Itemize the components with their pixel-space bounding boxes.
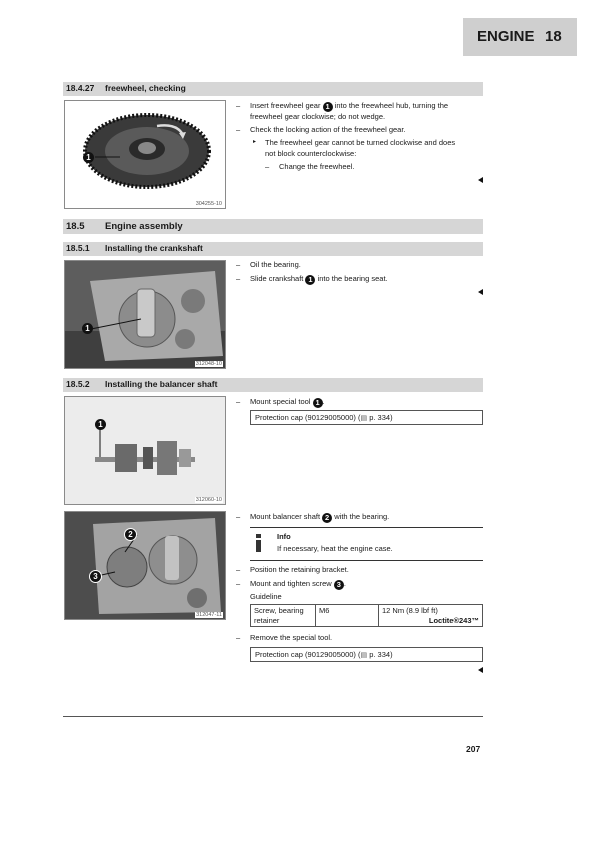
section-heading-crankshaft <box>63 242 483 256</box>
section-title: Installing the balancer shaft <box>105 379 218 389</box>
image-code: 312047-11 <box>196 612 222 618</box>
callout-3-inline: 3 <box>334 580 344 590</box>
callout-1-inline: 1 <box>323 102 333 112</box>
step-remove-tool: Remove the special tool. <box>250 633 333 642</box>
image-code: 312048-10 <box>195 361 222 367</box>
special-tool-box: Protection cap (90129005000) (▤ p. 334) <box>250 410 483 425</box>
section-heading-freewheel <box>63 82 483 96</box>
callout-1-inline: 1 <box>313 398 323 408</box>
image-code: 312060-10 <box>195 497 222 503</box>
callout-1: 1 <box>95 419 106 430</box>
info-text: If necessary, heat the engine case. <box>277 544 393 553</box>
chapter-number: 18 <box>545 28 562 45</box>
spec-item: Screw, bearing retainer <box>251 605 316 627</box>
step-check-locking: Check the locking action of the freewheel gear. <box>250 125 406 134</box>
step-insert-gear-cont: freewheel gear clockwise; do not wedge. <box>250 112 386 121</box>
callout-1: 1 <box>82 323 93 334</box>
balancer-tool-photo <box>64 396 226 505</box>
section-heading-assembly <box>63 219 483 234</box>
end-marker-icon <box>478 177 483 183</box>
balancer-install-photo <box>64 511 226 620</box>
spec-thread: M6 <box>316 605 379 627</box>
callout-3: 3 <box>89 570 102 583</box>
book-icon: ▤ <box>360 414 368 422</box>
step-mount-shaft: Mount balancer shaft 2 with the bearing. <box>250 512 390 522</box>
info-title: Info <box>277 532 291 541</box>
torque-spec-table <box>250 604 483 627</box>
step-mount-tool: Mount special tool 1 . <box>250 397 325 407</box>
image-code: 304255-10 <box>195 201 222 207</box>
page-number: 207 <box>466 744 481 754</box>
section-number: 18.5 <box>66 220 85 232</box>
step-position-bracket: Position the retaining bracket. <box>250 565 349 574</box>
special-tool-box: Protection cap (90129005000) (▤ p. 334) <box>250 647 483 662</box>
chapter-title: ENGINE <box>477 28 535 45</box>
spec-threadlock: Loctite®243™ <box>428 615 479 625</box>
section-title: freewheel, checking <box>105 83 186 93</box>
condition-marker: ▸ <box>253 139 257 145</box>
info-icon <box>253 534 264 552</box>
book-icon: ▤ <box>360 651 368 659</box>
condition-text-cont: not block counterclockwise: <box>265 149 357 158</box>
step-tighten-screw: Mount and tighten screw 3 . <box>250 579 346 589</box>
callout-1: 1 <box>83 152 94 163</box>
step-oil-bearing: Oil the bearing. <box>250 260 301 269</box>
section-number: 18.5.2 <box>66 379 90 389</box>
footer-divider <box>63 716 483 717</box>
section-number: 18.5.1 <box>66 243 90 253</box>
callout-1-inline: 1 <box>305 275 315 285</box>
chapter-tab <box>463 18 577 56</box>
step-insert-gear: Insert freewheel gear 1 into the freewheel hub, turning the <box>250 101 449 111</box>
spec-torque: 12 Nm (8.9 lbf ft) Loctite®243™ <box>379 605 483 627</box>
end-marker-icon <box>478 289 483 295</box>
section-title: Installing the crankshaft <box>105 243 203 253</box>
section-number: 18.4.27 <box>66 83 95 93</box>
end-marker-icon <box>478 667 483 673</box>
freewheel-photo <box>64 100 226 209</box>
condition-text: The freewheel gear cannot be turned clockwise and does <box>265 138 456 147</box>
step-slide-crankshaft: Slide crankshaft 1 into the bearing seat. <box>250 274 388 284</box>
callout-2: 2 <box>124 528 137 541</box>
engine-case-balancer-illustration <box>65 512 225 619</box>
info-divider-top <box>250 527 483 528</box>
section-title: Engine assembly <box>105 220 183 232</box>
section-heading-balancer <box>63 378 483 392</box>
action-change-freewheel: Change the freewheel. <box>279 162 355 171</box>
guideline-label: Guideline <box>250 592 282 601</box>
balancer-shaft-illustration <box>65 397 225 504</box>
crankshaft-photo <box>64 260 226 369</box>
engine-case-illustration <box>65 261 225 368</box>
info-divider-bottom <box>250 560 483 561</box>
callout-2-inline: 2 <box>322 513 332 523</box>
